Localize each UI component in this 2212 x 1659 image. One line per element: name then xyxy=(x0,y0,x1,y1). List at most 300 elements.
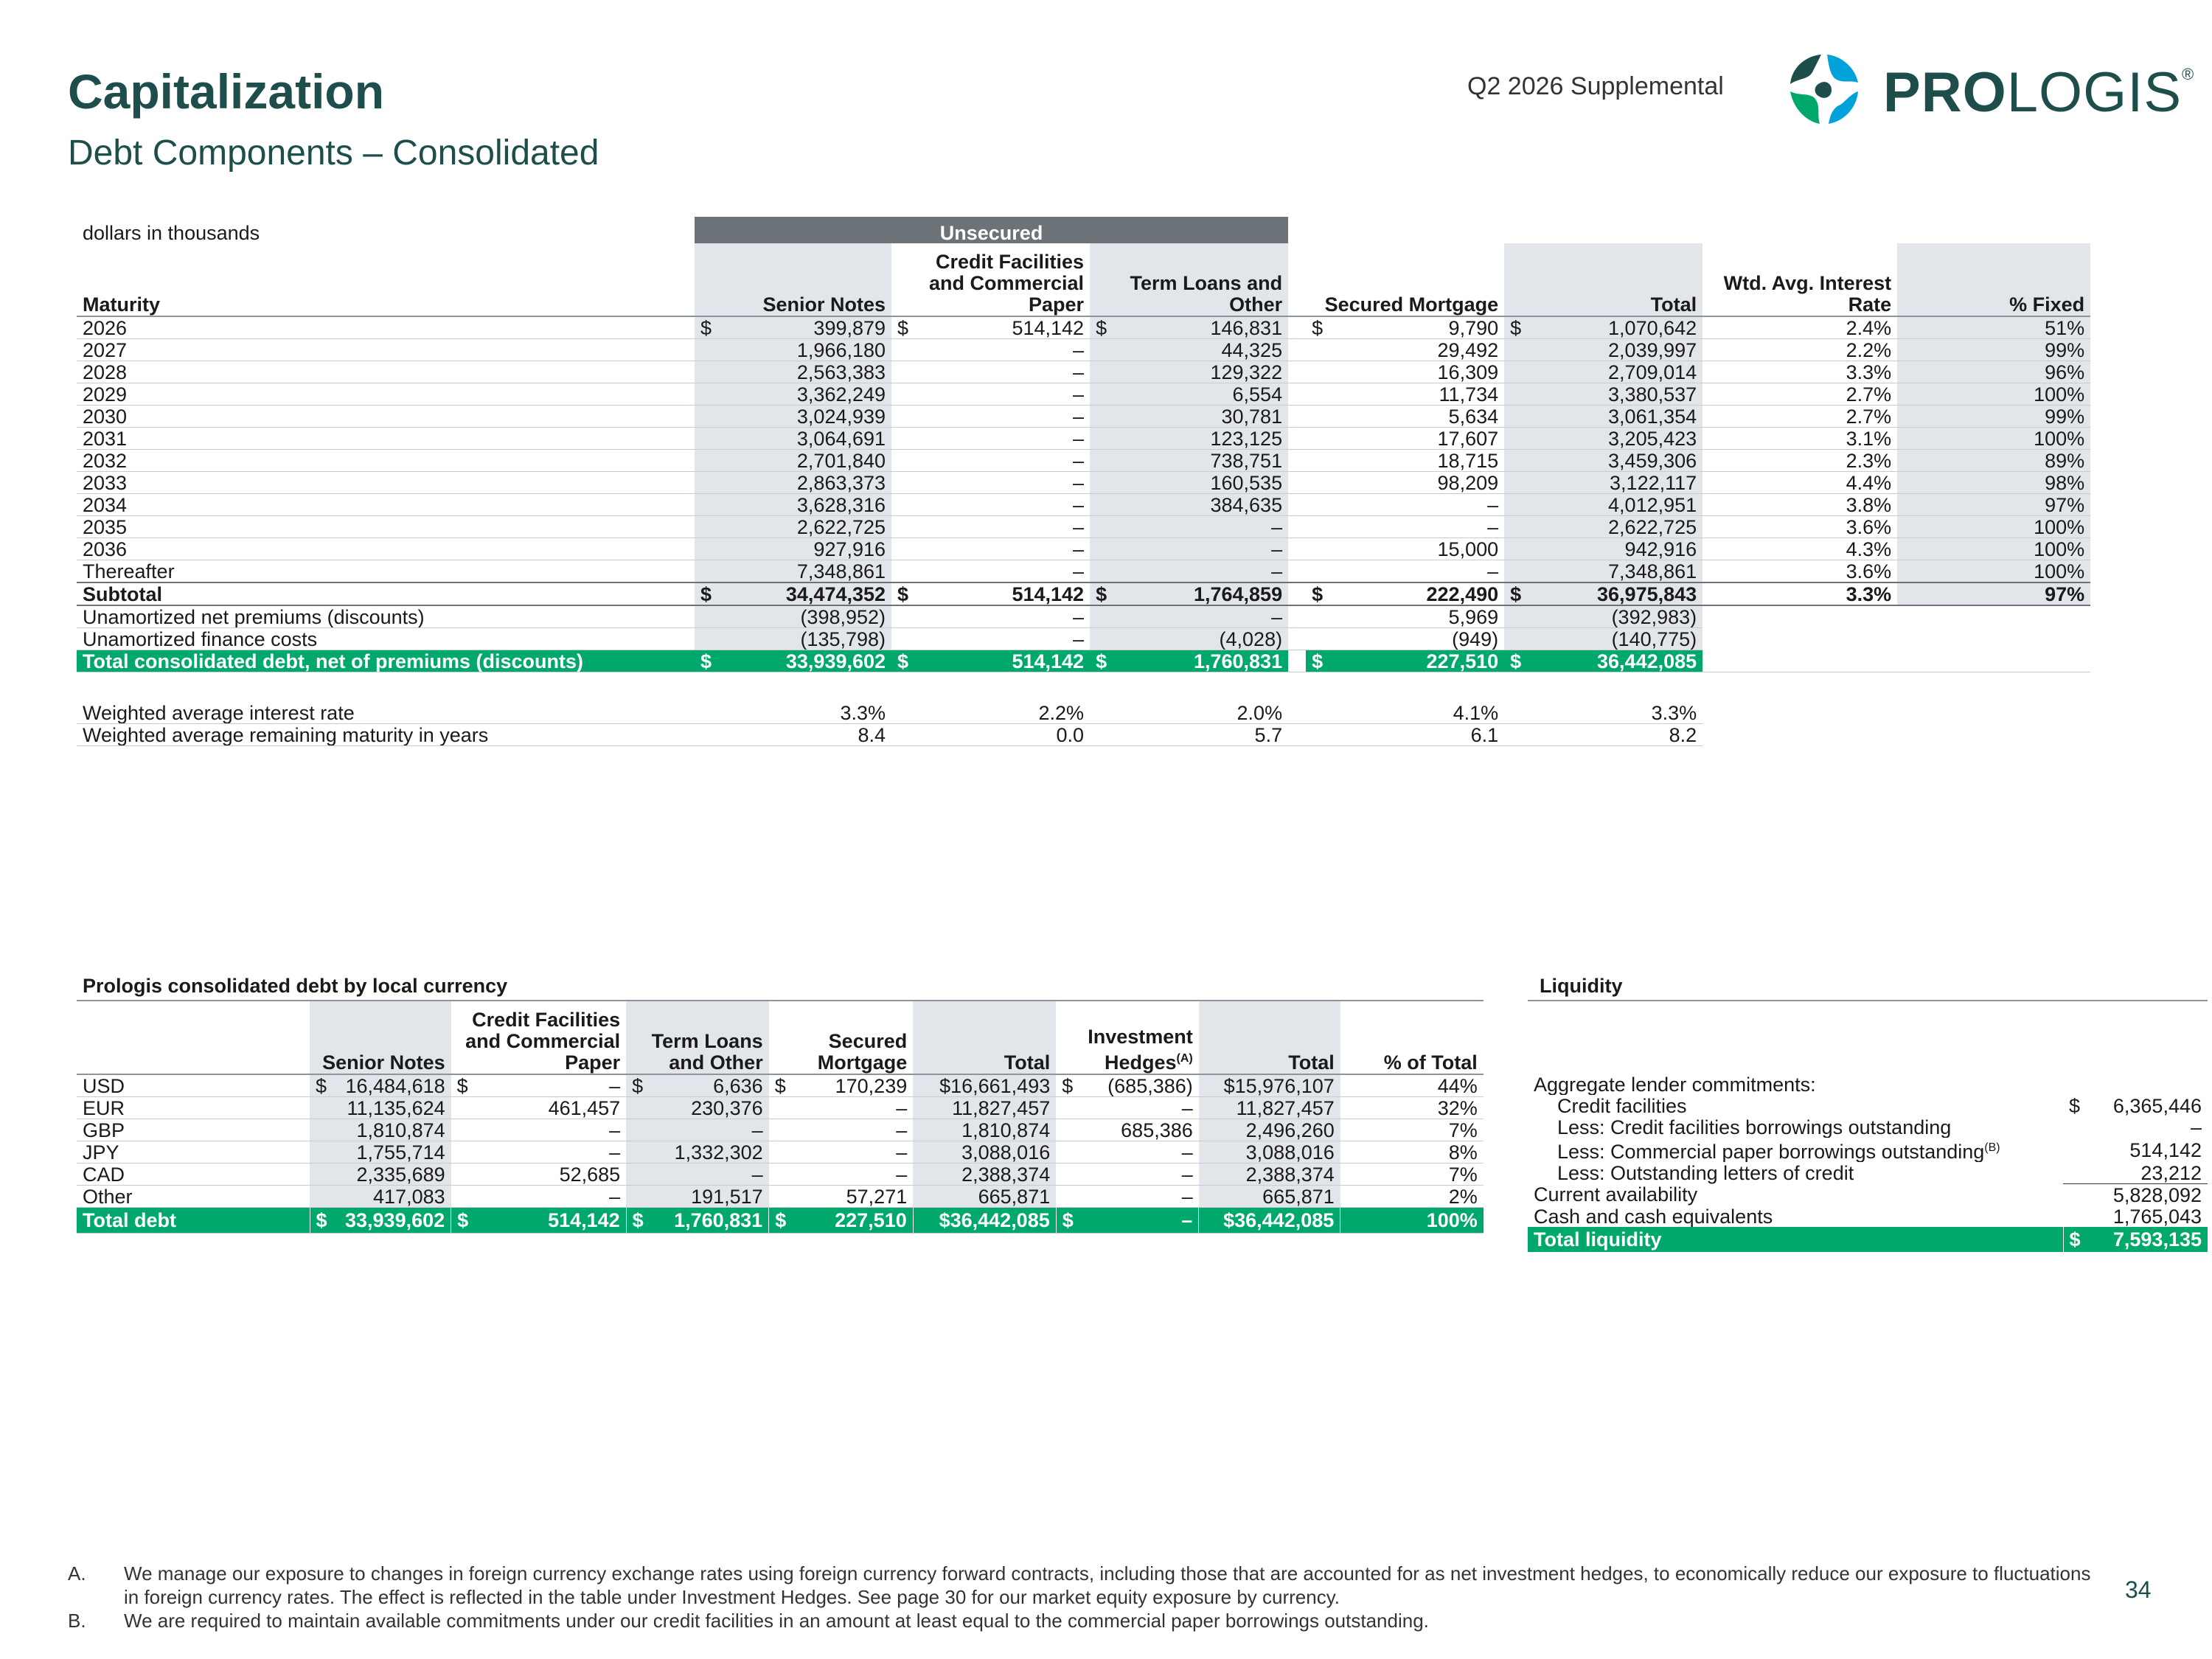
term-value: 384,635 xyxy=(1113,494,1288,516)
dollar-sign xyxy=(310,1097,339,1119)
logo-text-light: LOGIS xyxy=(2006,61,2183,124)
total-after-hedges-value xyxy=(1199,1141,1340,1164)
pct-sign: % xyxy=(1459,1141,1478,1164)
senior-value: 7,348,861 xyxy=(717,560,891,583)
total-number: 36,442,085 xyxy=(950,1209,1050,1231)
spacer xyxy=(2063,1184,2097,1206)
hedges-value: – xyxy=(1079,1208,1199,1234)
credit-value: – xyxy=(914,605,1090,628)
dollar-sign xyxy=(891,406,914,428)
total2-number: 3,088,016 xyxy=(1245,1141,1335,1164)
hedges-value: (685,386) xyxy=(1079,1074,1199,1097)
dollar-sign: $ xyxy=(1223,1209,1235,1231)
pct-sign: % xyxy=(2067,515,2085,538)
pct-number: 7 xyxy=(1448,1119,1460,1141)
term-value: – xyxy=(650,1119,769,1141)
dollar-sign xyxy=(695,361,717,383)
row-label: 2035 xyxy=(77,516,695,538)
total-after-hedges-value xyxy=(1199,1208,1340,1234)
liquidity-item-value: 514,142 xyxy=(2129,1138,2202,1161)
col-total-after-hedges: Total xyxy=(1199,1001,1340,1074)
wavg-rate-row xyxy=(77,702,2090,724)
term-value xyxy=(1113,702,1288,724)
subtotal-row xyxy=(77,582,2090,605)
footnote-a xyxy=(68,1562,2103,1609)
secured-value: 222,490 xyxy=(1329,582,1504,605)
item-text: Less: Commercial paper borrowings outstanding xyxy=(1557,1141,1985,1162)
pct-sign: % xyxy=(1459,1119,1478,1141)
hedges-note: (A) xyxy=(1176,1052,1193,1065)
dollar-sign: $ xyxy=(451,1074,475,1097)
fixed-value xyxy=(1897,383,2090,406)
dollar-sign: $ xyxy=(1090,582,1113,605)
dollar-sign xyxy=(626,1141,650,1164)
row-label: Weighted average remaining maturity in years xyxy=(77,724,695,746)
dollar-sign xyxy=(695,472,717,494)
senior-value: 2,335,689 xyxy=(339,1164,451,1186)
total-value: 2,622,725 xyxy=(1527,516,1703,538)
liquidity-item-value: – xyxy=(2190,1116,2202,1138)
term-value: (4,028) xyxy=(1113,628,1288,650)
dollar-sign xyxy=(1504,428,1527,450)
currency-header-row xyxy=(77,1001,1484,1074)
total-after-hedges-value xyxy=(1199,1186,1340,1208)
credit-number: 0.0 xyxy=(1056,723,1085,746)
senior-value: 1,810,874 xyxy=(339,1119,451,1141)
pct-sign: % xyxy=(2067,538,2085,560)
term-value: 230,376 xyxy=(650,1097,769,1119)
total2-number: 15,976,107 xyxy=(1234,1074,1335,1097)
spacer xyxy=(1897,650,2090,672)
page-subtitle: Debt Components – Consolidated xyxy=(68,133,599,173)
term-value: 1,760,831 xyxy=(1113,650,1288,672)
dollar-sign xyxy=(1504,560,1527,583)
credit-value: – xyxy=(914,361,1090,383)
currency-label: Other xyxy=(77,1186,310,1208)
senior-number: 8.4 xyxy=(858,723,886,746)
pct-sign: % xyxy=(1874,316,1892,339)
finance-costs-row xyxy=(77,628,2090,650)
currency-row xyxy=(77,1186,1484,1208)
credit-value: – xyxy=(474,1186,626,1208)
dollar-sign xyxy=(695,560,717,583)
liquidity-item-row xyxy=(1528,1162,2208,1184)
pct-sign: % xyxy=(1481,702,1499,724)
dollar-sign: $ xyxy=(769,1208,793,1234)
dollar-sign xyxy=(1090,428,1113,450)
spacer xyxy=(2063,1206,2097,1227)
secured-value: 227,510 xyxy=(792,1208,913,1234)
dollar-sign xyxy=(1504,339,1527,361)
spacer xyxy=(1288,516,1306,538)
dollar-sign xyxy=(1504,538,1527,560)
currency-label: JPY xyxy=(77,1141,310,1164)
item-text: Less: Outstanding letters of credit xyxy=(1557,1162,1854,1184)
dollar-sign xyxy=(1504,450,1527,472)
fixed-number: 97 xyxy=(2045,582,2067,605)
pct-sign: % xyxy=(1874,471,1892,494)
pct-sign: % xyxy=(1066,702,1085,724)
dollar-sign xyxy=(626,1097,650,1119)
spacer xyxy=(891,702,914,724)
row-label: 2032 xyxy=(77,450,695,472)
dollar-sign xyxy=(891,472,914,494)
liquidity-item-label xyxy=(1528,1095,2063,1116)
liquidity-header-row xyxy=(1528,1001,2208,1074)
senior-value: 1,966,180 xyxy=(717,339,891,361)
dollar-sign: $ xyxy=(626,1208,650,1234)
debt-components-table xyxy=(77,217,2090,746)
total-value: (392,983) xyxy=(1527,605,1703,628)
dollar-sign: $ xyxy=(2069,1095,2081,1116)
senior-value: 3,024,939 xyxy=(717,406,891,428)
unsecured-group-label: Unsecured xyxy=(695,217,1288,243)
total-value: 3,122,117 xyxy=(1527,472,1703,494)
premiums-row xyxy=(77,605,2090,628)
spacer xyxy=(1288,605,1306,628)
secured-value: – xyxy=(1329,560,1504,583)
footnotes xyxy=(68,1562,2103,1632)
maturity-row xyxy=(77,450,2090,472)
liquidity-table xyxy=(1528,1000,2208,1252)
dollar-sign xyxy=(1090,516,1113,538)
currency-label: Total debt xyxy=(77,1208,310,1234)
dollar-sign xyxy=(1056,1119,1079,1141)
pct-number: 100 xyxy=(1426,1209,1460,1231)
secured-value: 16,309 xyxy=(1329,361,1504,383)
secured-value: – xyxy=(1329,494,1504,516)
dollar-sign xyxy=(1056,1097,1079,1119)
item-note: (B) xyxy=(1984,1141,2000,1154)
dollar-sign: $ xyxy=(2063,1227,2097,1252)
dollar-sign xyxy=(891,560,914,583)
pct-sign: % xyxy=(1874,538,1892,560)
wavg-maturity-row xyxy=(77,724,2090,746)
col-pct-total: % of Total xyxy=(1340,1001,1484,1074)
fixed-value xyxy=(1897,361,2090,383)
secured-value: 170,239 xyxy=(792,1074,913,1097)
spacer xyxy=(891,724,914,746)
spacer xyxy=(1288,383,1306,406)
fixed-number: 51 xyxy=(2045,316,2067,339)
dollar-sign xyxy=(695,406,717,428)
secured-value xyxy=(1329,724,1504,746)
spacer xyxy=(2097,1074,2208,1095)
col-maturity: Maturity xyxy=(77,243,695,316)
dollar-sign xyxy=(695,383,717,406)
pct-value xyxy=(1340,1208,1484,1234)
pct-sign: % xyxy=(2067,471,2085,494)
dollar-sign: $ xyxy=(939,1074,951,1097)
liquidity-item-label xyxy=(1528,1116,2063,1138)
commitments-label: Aggregate lender commitments: xyxy=(1534,1074,1816,1095)
senior-value: 2,622,725 xyxy=(717,516,891,538)
pct-sign: % xyxy=(2067,427,2085,450)
rate-number: 2.2 xyxy=(1846,338,1874,361)
dollar-sign: $ xyxy=(1504,316,1527,339)
currency-label: CAD xyxy=(77,1164,310,1186)
fixed-number: 100 xyxy=(2034,515,2067,538)
dollar-sign xyxy=(1090,361,1113,383)
secured-value: – xyxy=(1329,516,1504,538)
credit-value: 514,142 xyxy=(914,316,1090,339)
spacer xyxy=(1288,494,1306,516)
term-value: 191,517 xyxy=(650,1186,769,1208)
row-label: Thereafter xyxy=(77,560,695,583)
fixed-value xyxy=(1897,538,2090,560)
credit-value xyxy=(914,724,1090,746)
senior-value: 34,474,352 xyxy=(717,582,891,605)
secured-value: 227,510 xyxy=(1329,650,1504,672)
credit-value: – xyxy=(914,383,1090,406)
gap-row xyxy=(77,672,2090,703)
credit-value: 461,457 xyxy=(474,1097,626,1119)
dollar-sign xyxy=(1090,472,1113,494)
dollar-sign xyxy=(310,1164,339,1186)
senior-value: 1,755,714 xyxy=(339,1141,451,1164)
spacer xyxy=(1504,724,1527,746)
pct-value xyxy=(1340,1141,1484,1164)
term-value: – xyxy=(1113,538,1288,560)
pct-sign: % xyxy=(2067,493,2085,516)
pct-sign: % xyxy=(2067,405,2085,428)
term-value: 1,764,859 xyxy=(1113,582,1288,605)
dollar-sign: $ xyxy=(1090,316,1113,339)
col-fixed: % Fixed xyxy=(1897,243,2090,316)
globe-logo-icon xyxy=(1783,49,1864,130)
fixed-number: 89 xyxy=(2045,449,2067,472)
dollar-sign xyxy=(1504,605,1527,628)
pct-value xyxy=(1340,1186,1484,1208)
fixed-value xyxy=(1897,494,2090,516)
total-number: 11,827,457 xyxy=(952,1096,1051,1119)
rate-number: 2.3 xyxy=(1846,449,1874,472)
dollar-sign xyxy=(1504,361,1527,383)
total-value: 2,039,997 xyxy=(1527,339,1703,361)
rate-number: 3.6 xyxy=(1846,515,1874,538)
dollar-sign xyxy=(1090,494,1113,516)
footnote-b-mark: B. xyxy=(68,1610,86,1632)
senior-value: 417,083 xyxy=(339,1186,451,1208)
total-number: 2,388,374 xyxy=(961,1163,1051,1186)
credit-value: – xyxy=(474,1141,626,1164)
rate-number: 4.4 xyxy=(1846,471,1874,494)
secured-value xyxy=(1329,702,1504,724)
total-value xyxy=(913,1119,1056,1141)
row-label: 2029 xyxy=(77,383,695,406)
currency-row xyxy=(77,1119,1484,1141)
pct-sign: % xyxy=(2067,582,2085,605)
footnote-a-text: We manage our exposure to changes in foreign currency exchange rates using foreign currency forward contracts, including those that are accounted for as net investment hedges, to economically reduce our exposure to fluctuations in foreign currency rates. The effect is reflected in the table under Investment Hedges. See page 30 for our market equity exposure by currency. xyxy=(124,1562,2091,1608)
dollar-sign xyxy=(1504,406,1527,428)
spacer xyxy=(1897,628,2090,650)
pct-sign: % xyxy=(1679,702,1697,724)
row-label: 2031 xyxy=(77,428,695,450)
rate-number: 3.1 xyxy=(1846,427,1874,450)
term-value: 1,760,831 xyxy=(650,1208,769,1234)
dollar-sign xyxy=(1090,538,1113,560)
rate-value xyxy=(1703,472,1897,494)
pct-sign: % xyxy=(1874,493,1892,516)
dollar-sign xyxy=(1306,516,1329,538)
page-number: 34 xyxy=(2125,1576,2152,1603)
maturity-row xyxy=(77,494,2090,516)
spacer xyxy=(1288,339,1306,361)
dollar-sign xyxy=(1504,472,1527,494)
total-after-hedges-value xyxy=(1199,1164,1340,1186)
item-text: Credit facilities xyxy=(1557,1095,1687,1116)
hedges-label: Investment Hedges xyxy=(1088,1026,1193,1074)
liquidity-item-row xyxy=(1528,1138,2208,1162)
footnote-b-text: We are required to maintain available commitments under our credit facilities in an amount at least equal to the commercial paper borrowings outstanding. xyxy=(124,1610,1429,1632)
pct-sign: % xyxy=(868,702,886,724)
total-after-hedges-value xyxy=(1199,1074,1340,1097)
spacer xyxy=(1703,628,1897,650)
col-credit-facilities: Credit Facilities and Commercial Paper xyxy=(451,1001,627,1074)
fixed-number: 97 xyxy=(2045,493,2067,516)
liquidity-title: Liquidity xyxy=(1540,975,1623,997)
row-label: Total consolidated debt, net of premiums (discounts) xyxy=(77,650,695,672)
dollar-sign xyxy=(891,494,914,516)
maturity-row xyxy=(77,361,2090,383)
dollar-sign xyxy=(1306,383,1329,406)
row-label: Weighted average interest rate xyxy=(77,702,695,724)
credit-value: – xyxy=(914,494,1090,516)
senior-value: 33,939,602 xyxy=(339,1208,451,1234)
pct-sign: % xyxy=(1874,582,1892,605)
dollar-sign: $ xyxy=(695,316,717,339)
maturity-row xyxy=(77,339,2090,361)
pct-sign: % xyxy=(1874,338,1892,361)
secured-value: 29,492 xyxy=(1329,339,1504,361)
spacer xyxy=(77,672,2090,703)
units-note: dollars in thousands xyxy=(83,222,260,243)
logo-text-bold: PRO xyxy=(1883,61,2007,124)
dollar-sign xyxy=(1306,428,1329,450)
fixed-value xyxy=(1897,316,2090,339)
row-label: 2036 xyxy=(77,538,695,560)
col-credit-facilities: Credit Facilities and Commercial Paper xyxy=(891,243,1090,316)
total-number: 1,810,874 xyxy=(961,1119,1051,1141)
pct-value xyxy=(1340,1119,1484,1141)
dollar-sign xyxy=(2063,1162,2097,1184)
dollar-sign xyxy=(1504,494,1527,516)
dollar-sign: $ xyxy=(891,650,914,672)
dollar-sign xyxy=(769,1097,793,1119)
dollar-sign: $ xyxy=(310,1208,339,1234)
liquidity-label: Cash and cash equivalents xyxy=(1534,1206,1773,1227)
dollar-sign xyxy=(1090,339,1113,361)
credit-value: – xyxy=(914,428,1090,450)
senior-value: (398,952) xyxy=(717,605,891,628)
total-after-hedges-value xyxy=(1199,1097,1340,1119)
dollar-sign xyxy=(1504,516,1527,538)
dollar-sign xyxy=(1306,628,1329,650)
rate-value xyxy=(1703,361,1897,383)
rate-number: 2.7 xyxy=(1846,405,1874,428)
pct-sign: % xyxy=(2067,338,2085,361)
dollar-sign xyxy=(1504,383,1527,406)
total-value xyxy=(913,1141,1056,1164)
dollar-sign xyxy=(310,1141,339,1164)
senior-value: 399,879 xyxy=(717,316,891,339)
dollar-sign xyxy=(1090,560,1113,583)
credit-value: 514,142 xyxy=(474,1208,626,1234)
dollar-sign xyxy=(2063,1116,2097,1138)
rate-value xyxy=(1703,383,1897,406)
rate-value xyxy=(1703,516,1897,538)
total-liquidity-value: 7,593,135 xyxy=(2097,1227,2208,1252)
term-value: 738,751 xyxy=(1113,450,1288,472)
spacer xyxy=(1504,702,1527,724)
dollar-sign: $ xyxy=(1223,1074,1235,1097)
total-number: 665,871 xyxy=(978,1185,1051,1208)
dollar-sign xyxy=(451,1141,475,1164)
pct-sign: % xyxy=(1874,427,1892,450)
dollar-sign xyxy=(1306,538,1329,560)
dollar-sign: $ xyxy=(1090,650,1113,672)
total-value: 942,916 xyxy=(1527,538,1703,560)
spacer xyxy=(1288,450,1306,472)
total-value xyxy=(1527,724,1703,746)
dollar-sign xyxy=(891,339,914,361)
dollar-sign xyxy=(891,605,914,628)
pct-value xyxy=(1340,1164,1484,1186)
liquidity-cash-row xyxy=(1528,1206,2208,1227)
credit-value: – xyxy=(914,516,1090,538)
total-value: 36,442,085 xyxy=(1527,650,1703,672)
dollar-sign xyxy=(451,1119,475,1141)
total-after-hedges-value xyxy=(1199,1119,1340,1141)
spacer xyxy=(1288,472,1306,494)
hedges-value: 685,386 xyxy=(1079,1119,1199,1141)
pct-sign: % xyxy=(1874,383,1892,406)
rate-value xyxy=(1703,316,1897,339)
secured-value: 17,607 xyxy=(1329,428,1504,450)
col-term-loans: Term Loans and Other xyxy=(1090,243,1288,316)
item-text: Less: Credit facilities borrowings outstanding xyxy=(1557,1116,1952,1138)
dollar-sign xyxy=(695,628,717,650)
spacer xyxy=(695,724,717,746)
secured-value: 98,209 xyxy=(1329,472,1504,494)
credit-value: 52,685 xyxy=(474,1164,626,1186)
dollar-sign xyxy=(769,1141,793,1164)
dollar-sign xyxy=(626,1164,650,1186)
pct-sign: % xyxy=(1459,1096,1478,1119)
rate-value xyxy=(1703,428,1897,450)
pct-value xyxy=(1340,1097,1484,1119)
maturity-row xyxy=(77,472,2090,494)
currency-row xyxy=(77,1141,1484,1164)
senior-value: 3,362,249 xyxy=(717,383,891,406)
dollar-sign: $ xyxy=(939,1209,950,1231)
row-label: 2026 xyxy=(77,316,695,339)
rate-value xyxy=(1703,494,1897,516)
senior-value: 927,916 xyxy=(717,538,891,560)
pct-sign: % xyxy=(1874,515,1892,538)
term-value: 6,554 xyxy=(1113,383,1288,406)
secured-value: 15,000 xyxy=(1329,538,1504,560)
currency-row xyxy=(77,1074,1484,1097)
unsecured-group-row xyxy=(77,217,2090,243)
secured-value: 18,715 xyxy=(1329,450,1504,472)
liquidity-current-availability-row xyxy=(1528,1184,2208,1206)
total-value xyxy=(913,1186,1056,1208)
dollar-sign xyxy=(1090,450,1113,472)
liquidity-item-label xyxy=(1528,1138,2063,1162)
footnote-a-mark: A. xyxy=(68,1562,86,1585)
dollar-sign xyxy=(2063,1138,2097,1162)
